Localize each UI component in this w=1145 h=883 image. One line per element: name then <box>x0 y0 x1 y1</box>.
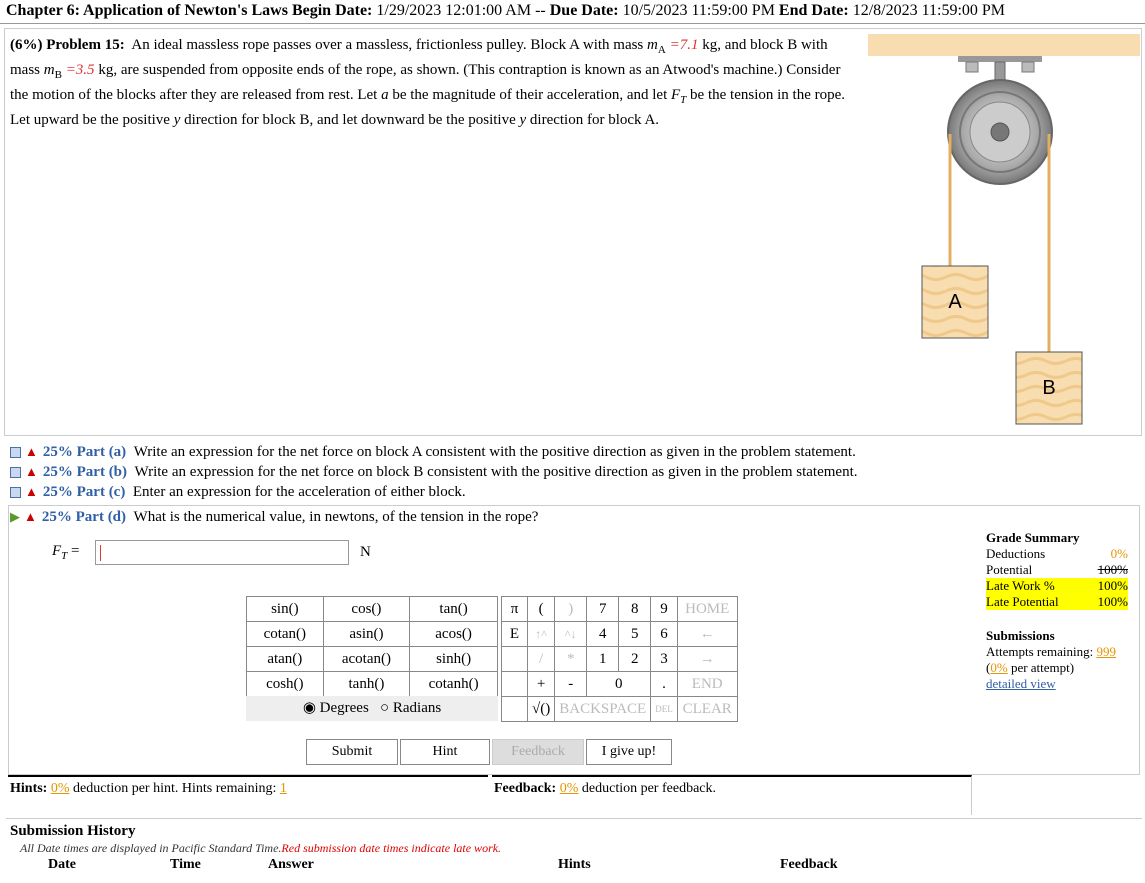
part-a-text: Write an expression for the net force on block A consistent with the positive direction as given in the problem statement. <box>133 444 856 460</box>
begin-label: Begin Date: <box>291 2 373 19</box>
part-b-label[interactable]: 25% Part (b) <box>42 464 128 480</box>
part-d-label: 25% Part (d) <box>41 509 127 525</box>
ceiling <box>868 34 1140 56</box>
mass-b-symbol: $m_B$ <box>43 62 62 81</box>
hints-remaining: 1 <box>279 781 287 796</box>
key-rparen: ) <box>555 597 587 622</box>
problem-statement <box>10 35 860 130</box>
col-hints: Hints <box>558 857 591 872</box>
col-feedback: Feedback <box>780 857 838 872</box>
key-backspace: BACKSPACE <box>555 697 651 722</box>
key-tan[interactable]: tan() <box>410 597 498 622</box>
y-symbol-2: y <box>519 112 527 128</box>
key-acotan[interactable]: acotan() <box>323 647 410 672</box>
feedback-label: Feedback: <box>494 781 557 796</box>
key-tanh[interactable]: tanh() <box>323 672 410 697</box>
key-9[interactable]: 9 <box>651 597 678 622</box>
feedback-deduction: 0% <box>559 781 579 796</box>
key-sin[interactable]: sin() <box>247 597 324 622</box>
warning-icon: ▲ <box>25 444 38 459</box>
problem-text-2: block B with mass <box>10 37 828 78</box>
pulley-mount <box>958 56 1042 62</box>
grade-summary-title: Grade Summary <box>986 530 1080 545</box>
key-5[interactable]: 5 <box>619 622 651 647</box>
key-end: END <box>677 672 737 697</box>
key-1[interactable]: 1 <box>587 647 619 672</box>
warning-icon: ▲ <box>25 464 38 479</box>
key-cosh[interactable]: cosh() <box>247 672 324 697</box>
warning-icon: ▲ <box>24 509 37 524</box>
key-cotanh[interactable]: cotanh() <box>410 672 498 697</box>
col-time: Time <box>170 857 201 872</box>
key-up: ↑^ <box>528 622 555 647</box>
part-c-text: Enter an expression for the acceleration of either block. <box>132 484 466 500</box>
chapter-title: Chapter 6: Application of Newton's Laws <box>6 2 288 19</box>
key-6[interactable]: 6 <box>651 622 678 647</box>
problem-text-7: direction for block A. <box>529 112 660 128</box>
problem-text-6: direction for block B, and let downward be the positive <box>184 112 516 128</box>
mass-a-symbol: $m_A$ <box>647 37 666 56</box>
problem-text-1: An ideal massless rope passes over a massless, frictionless pulley. Block A with mass <box>131 37 644 53</box>
degrees-radio-icon[interactable]: ◉ <box>302 700 316 716</box>
late-potential-label: Late Potential <box>986 594 1059 609</box>
radians-radio-icon[interactable]: ○ <box>380 700 390 716</box>
per-attempt-pct: 0% <box>990 660 1008 675</box>
angle-mode <box>246 696 498 721</box>
key-4[interactable]: 4 <box>587 622 619 647</box>
function-keypad <box>246 596 498 697</box>
key-2[interactable]: 2 <box>619 647 651 672</box>
history-title: Submission History <box>10 823 136 839</box>
hints-label: Hints: <box>10 781 48 796</box>
potential-label: Potential <box>986 562 1033 577</box>
key-sqrt[interactable]: √() <box>528 697 555 722</box>
problem-text-4: be the magnitude of their acceleration, and let <box>392 87 668 103</box>
key-dot[interactable]: . <box>651 672 678 697</box>
give-up-button[interactable]: I give up! <box>586 739 672 765</box>
key-multiply: * <box>555 647 587 672</box>
deductions-label: Deductions <box>986 546 1046 561</box>
part-d-row <box>10 507 990 527</box>
key-left-arrow: ← <box>677 622 737 647</box>
key-acos[interactable]: acos() <box>410 622 498 647</box>
assignment-header <box>0 0 1145 24</box>
answer-label: $F_T$ = <box>52 543 80 562</box>
expand-icon[interactable] <box>10 447 21 458</box>
submission-history <box>6 818 1142 883</box>
part-c-row[interactable] <box>10 482 990 502</box>
expand-icon[interactable] <box>10 487 21 498</box>
deductions-value: 0% <box>1110 546 1128 561</box>
key-sinh[interactable]: sinh() <box>410 647 498 672</box>
radians-label[interactable]: Radians <box>392 700 442 716</box>
due-label: Due Date: <box>549 2 619 19</box>
col-date: Date <box>48 857 76 872</box>
date-separator: -- <box>535 2 546 19</box>
key-right-arrow: → <box>677 647 737 672</box>
tension-answer-input[interactable] <box>95 540 349 565</box>
key-clear: CLEAR <box>677 697 737 722</box>
expand-icon[interactable] <box>10 467 21 478</box>
detailed-view-link[interactable]: detailed view <box>986 676 1056 691</box>
key-lparen[interactable]: ( <box>528 597 555 622</box>
tension-symbol: $F_T$ <box>671 87 687 106</box>
key-home: HOME <box>677 597 737 622</box>
per-attempt-text: per attempt) <box>1010 660 1075 675</box>
numeric-keypad <box>501 596 738 722</box>
hints-text: deduction per hint. Hints remaining: <box>73 781 277 796</box>
late-work-value: 100% <box>1097 578 1128 593</box>
late-work-label: Late Work % <box>986 578 1055 593</box>
key-del: DEL <box>651 697 678 722</box>
warning-icon: ▲ <box>25 484 38 499</box>
atwood-machine-figure <box>866 32 1142 432</box>
col-answer: Answer <box>268 857 314 872</box>
submit-button[interactable]: Submit <box>306 739 398 765</box>
accel-symbol: a <box>381 87 389 103</box>
key-pi[interactable]: π <box>502 597 528 622</box>
degrees-label[interactable]: Degrees <box>319 700 369 716</box>
key-minus[interactable]: - <box>555 672 587 697</box>
key-down: ^↓ <box>555 622 587 647</box>
mass-a-value: =7.1 <box>669 37 699 53</box>
part-d-text: What is the numerical value, in newtons, of the tension in the rope? <box>133 509 539 525</box>
feedback-bar <box>492 775 972 815</box>
feedback-button: Feedback <box>492 739 584 765</box>
due-value: 10/5/2023 11:59:00 PM <box>622 2 775 19</box>
end-label: End Date: <box>778 2 849 19</box>
answer-unit: N <box>360 544 371 560</box>
problem-text-unit: kg, and <box>702 37 747 53</box>
mass-b-value: =3.5 <box>65 62 95 78</box>
key-atan[interactable]: atan() <box>247 647 324 672</box>
hints-bar <box>8 775 488 815</box>
key-0[interactable]: 0 <box>587 672 651 697</box>
key-plus[interactable]: + <box>528 672 555 697</box>
parts-list <box>10 442 990 502</box>
key-e[interactable]: E <box>502 622 528 647</box>
key-cos[interactable]: cos() <box>323 597 410 622</box>
key-8[interactable]: 8 <box>619 597 651 622</box>
play-arrow-icon: ▶ <box>10 509 20 524</box>
problem-text-5: be the tension in the rope. Let upward be the positive <box>10 87 846 128</box>
key-7[interactable]: 7 <box>587 597 619 622</box>
end-value: 12/8/2023 11:59:00 PM <box>852 2 1006 19</box>
key-cotan[interactable]: cotan() <box>247 622 324 647</box>
potential-value: 100% <box>1097 562 1128 577</box>
block-a-label: A <box>948 291 962 313</box>
problem-title: Problem 15: <box>46 37 125 53</box>
hint-button[interactable]: Hint <box>400 739 490 765</box>
part-c-label[interactable]: 25% Part (c) <box>42 484 126 500</box>
y-symbol-1: y <box>173 112 181 128</box>
key-divide: / <box>528 647 555 672</box>
grade-summary: Grade Summary Deductions 0% Potential 100% Late Work % 100% Late Potential 100% Submissions Attempts remaining: 999 (0% per attempt) detailed view <box>986 530 1128 691</box>
part-a-label[interactable]: 25% Part (a) <box>42 444 127 460</box>
submissions-title: Submissions <box>986 628 1055 643</box>
part-b-row[interactable] <box>10 462 990 482</box>
attempts-label: Attempts remaining: <box>986 644 1094 659</box>
begin-value: 1/29/2023 12:01:00 AM <box>376 2 532 19</box>
key-3[interactable]: 3 <box>651 647 678 672</box>
key-asin[interactable]: asin() <box>323 622 410 647</box>
hints-deduction: 0% <box>50 781 70 796</box>
problem-text-3: kg, are suspended from opposite ends of the rope, as shown. (This contraption is known as an Atwood's machine.) Consider the motion of the blocks after they are released from rest. Let <box>10 62 841 103</box>
part-b-text: Write an expression for the net force on block B consistent with the positive direction as given in the problem statement. <box>134 464 858 480</box>
feedback-text: deduction per feedback. <box>581 781 716 796</box>
part-a-row[interactable] <box>10 442 990 462</box>
attempts-value: 999 <box>1096 644 1116 659</box>
problem-weight: (6%) <box>10 37 43 53</box>
history-note: All Date times are displayed in Pacific Standard Time.Red submission date times indicate late work. <box>20 841 502 855</box>
block-b-label: B <box>1042 377 1056 399</box>
late-potential-value: 100% <box>1097 594 1128 609</box>
